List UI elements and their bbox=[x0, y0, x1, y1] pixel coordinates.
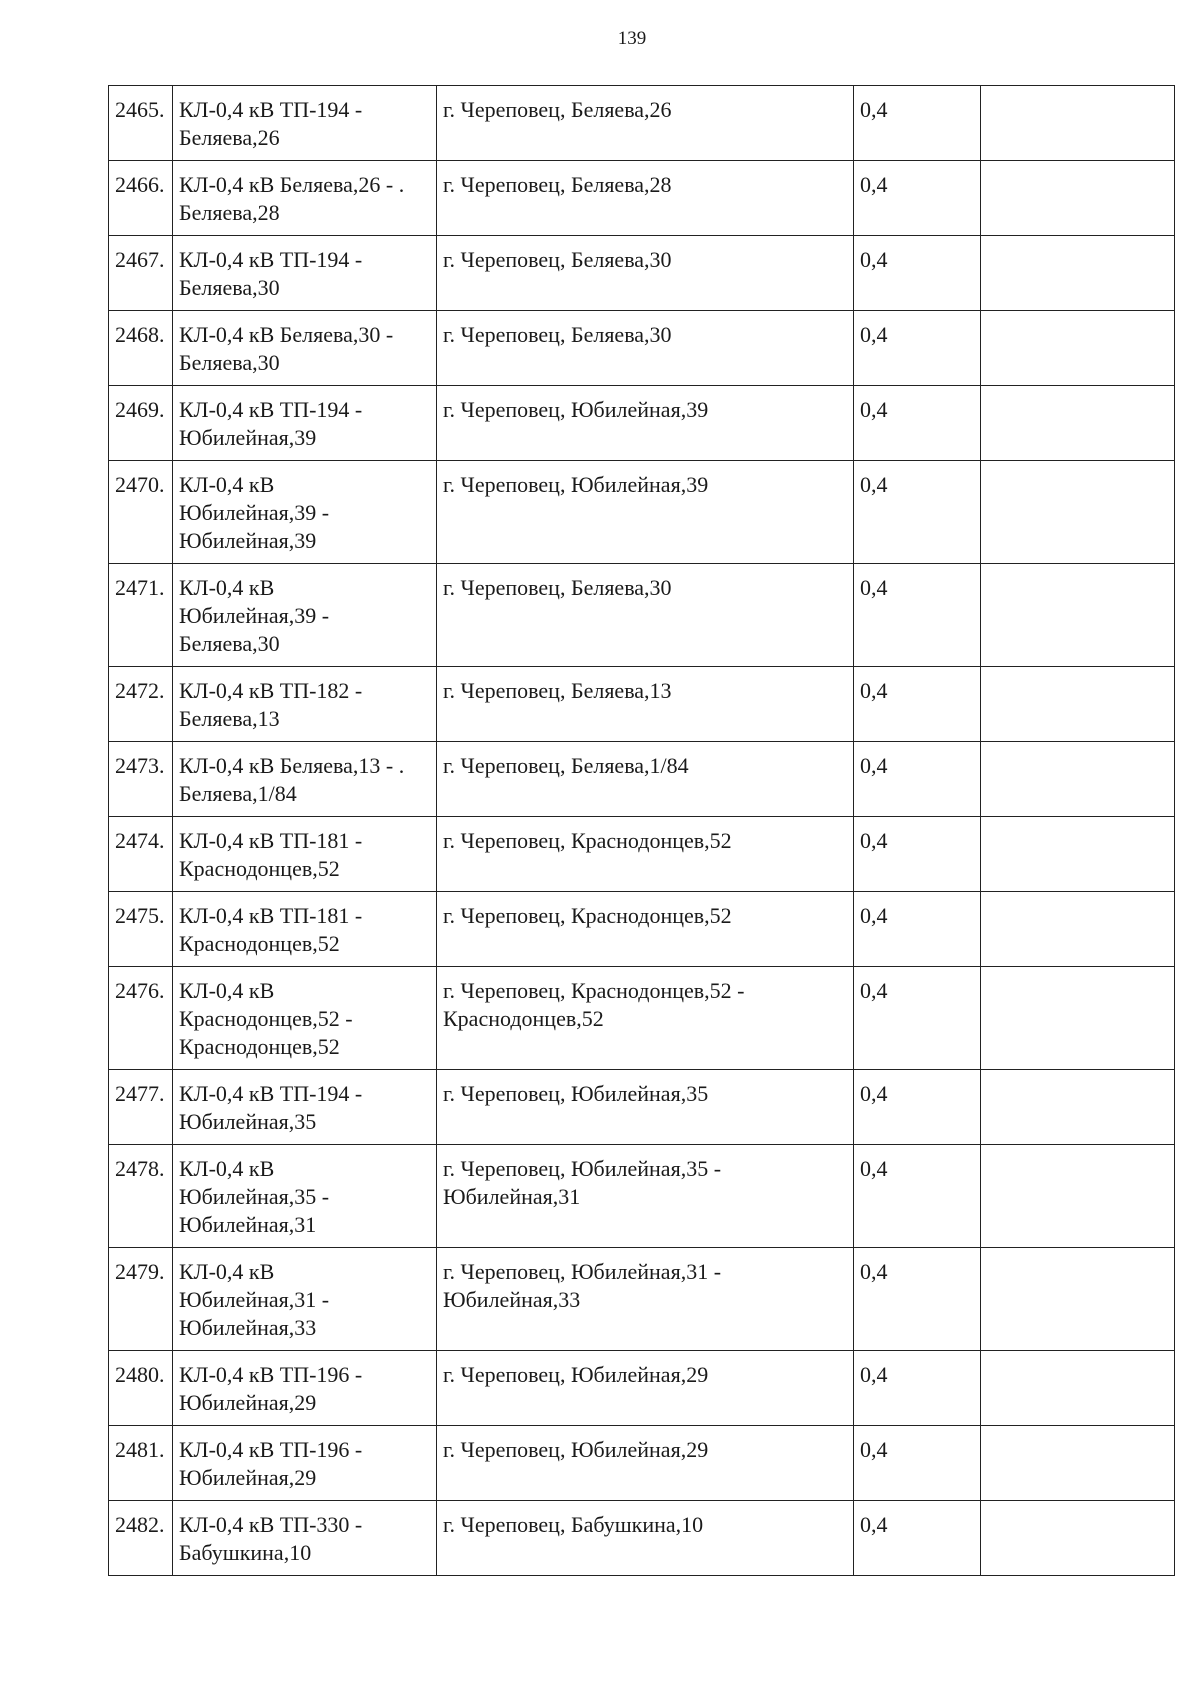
cable-line-name-line: Юбилейная,39 - bbox=[179, 603, 330, 628]
row-number: 2479. bbox=[109, 1248, 173, 1351]
cable-line-name-line: Беляева,30 bbox=[179, 275, 280, 300]
cable-line-name-line: Юбилейная,29 bbox=[179, 1465, 317, 1490]
voltage-value: 0,4 bbox=[854, 1426, 981, 1501]
voltage-value: 0,4 bbox=[854, 967, 981, 1070]
table-row bbox=[109, 236, 1175, 311]
voltage-value: 0,4 bbox=[854, 564, 981, 667]
cable-line-name-line: КЛ-0,4 кВ ТП-182 - bbox=[179, 678, 363, 703]
location-address bbox=[437, 742, 854, 817]
location-address bbox=[437, 1145, 854, 1248]
location-address-line: г. Череповец, Беляева,30 bbox=[443, 322, 672, 347]
cable-line-name-line: Беляева,26 bbox=[179, 125, 280, 150]
row-number: 2474. bbox=[109, 817, 173, 892]
cable-line-name-line: КЛ-0,4 кВ bbox=[179, 472, 275, 497]
row-number: 2471. bbox=[109, 564, 173, 667]
location-address-line: г. Череповец, Беляева,13 bbox=[443, 678, 672, 703]
cable-line-name bbox=[173, 86, 437, 161]
table-row bbox=[109, 1501, 1175, 1576]
cable-line-name-line: Юбилейная,39 bbox=[179, 425, 317, 450]
row-number: 2481. bbox=[109, 1426, 173, 1501]
cable-line-name-line: Юбилейная,35 - bbox=[179, 1184, 330, 1209]
location-address-line: Краснодонцев,52 bbox=[443, 1006, 604, 1031]
cable-line-name-line: КЛ-0,4 кВ ТП-194 - bbox=[179, 1081, 363, 1106]
row-number: 2473. bbox=[109, 742, 173, 817]
voltage-value: 0,4 bbox=[854, 236, 981, 311]
voltage-value: 0,4 bbox=[854, 161, 981, 236]
cable-line-name-line: Беляева,13 bbox=[179, 706, 280, 731]
cable-line-name bbox=[173, 1070, 437, 1145]
voltage-value: 0,4 bbox=[854, 817, 981, 892]
cable-line-name-line: Юбилейная,31 bbox=[179, 1212, 317, 1237]
cable-line-name bbox=[173, 311, 437, 386]
row-number: 2472. bbox=[109, 667, 173, 742]
page-number: 139 bbox=[617, 28, 647, 49]
cable-line-name-line: КЛ-0,4 кВ ТП-196 - bbox=[179, 1362, 363, 1387]
location-address-line: г. Череповец, Бабушкина,10 bbox=[443, 1512, 704, 1537]
location-address-line: г. Череповец, Юбилейная,39 bbox=[443, 397, 709, 422]
empty-cell bbox=[981, 967, 1175, 1070]
empty-cell bbox=[981, 461, 1175, 564]
location-address-line: г. Череповец, Юбилейная,29 bbox=[443, 1362, 709, 1387]
location-address bbox=[437, 1070, 854, 1145]
cable-line-name-line: КЛ-0,4 кВ ТП-330 - bbox=[179, 1512, 363, 1537]
location-address-line: г. Череповец, Беляева,28 bbox=[443, 172, 672, 197]
table-row bbox=[109, 461, 1175, 564]
cable-line-name bbox=[173, 742, 437, 817]
cable-line-name-line: Юбилейная,33 bbox=[179, 1315, 317, 1340]
cable-line-name bbox=[173, 1248, 437, 1351]
row-number: 2476. bbox=[109, 967, 173, 1070]
empty-cell bbox=[981, 161, 1175, 236]
cable-line-name-line: Краснодонцев,52 - bbox=[179, 1006, 353, 1031]
voltage-value: 0,4 bbox=[854, 667, 981, 742]
location-address-line: Юбилейная,31 bbox=[443, 1184, 581, 1209]
table-row bbox=[109, 667, 1175, 742]
cable-line-name-line: КЛ-0,4 кВ bbox=[179, 1259, 275, 1284]
cable-line-name-line: Бабушкина,10 bbox=[179, 1540, 312, 1565]
table-row bbox=[109, 86, 1175, 161]
empty-cell bbox=[981, 1351, 1175, 1426]
cable-line-name-line: Юбилейная,39 bbox=[179, 528, 317, 553]
row-number: 2475. bbox=[109, 892, 173, 967]
cable-line-name-line: КЛ-0,4 кВ ТП-194 - bbox=[179, 247, 363, 272]
row-number: 2482. bbox=[109, 1501, 173, 1576]
location-address-line: г. Череповец, Краснодонцев,52 bbox=[443, 903, 732, 928]
empty-cell bbox=[981, 1426, 1175, 1501]
row-number: 2470. bbox=[109, 461, 173, 564]
voltage-value: 0,4 bbox=[854, 86, 981, 161]
location-address bbox=[437, 386, 854, 461]
empty-cell bbox=[981, 817, 1175, 892]
empty-cell bbox=[981, 1145, 1175, 1248]
location-address bbox=[437, 817, 854, 892]
row-number: 2477. bbox=[109, 1070, 173, 1145]
location-address-line: г. Череповец, Беляева,30 bbox=[443, 575, 672, 600]
cable-line-name-line: Юбилейная,29 bbox=[179, 1390, 317, 1415]
empty-cell bbox=[981, 892, 1175, 967]
location-address-line: г. Череповец, Краснодонцев,52 - bbox=[443, 978, 745, 1003]
location-address-line: г. Череповец, Беляева,1/84 bbox=[443, 753, 689, 778]
location-address bbox=[437, 161, 854, 236]
cable-line-name bbox=[173, 1426, 437, 1501]
registry-table-body bbox=[109, 86, 1175, 1576]
voltage-value: 0,4 bbox=[854, 311, 981, 386]
cable-line-name-line: КЛ-0,4 кВ ТП-194 - bbox=[179, 397, 363, 422]
location-address-line: г. Череповец, Беляева,30 bbox=[443, 247, 672, 272]
table-row bbox=[109, 386, 1175, 461]
voltage-value: 0,4 bbox=[854, 1501, 981, 1576]
cable-line-name-line: КЛ-0,4 кВ ТП-181 - bbox=[179, 828, 363, 853]
row-number: 2468. bbox=[109, 311, 173, 386]
cable-line-name-line: КЛ-0,4 кВ Беляева,13 - . bbox=[179, 753, 405, 778]
registry-table bbox=[108, 85, 1175, 1576]
cable-line-name bbox=[173, 1501, 437, 1576]
location-address bbox=[437, 1248, 854, 1351]
empty-cell bbox=[981, 1501, 1175, 1576]
cable-line-name-line: Беляева,30 bbox=[179, 631, 280, 656]
location-address bbox=[437, 1351, 854, 1426]
location-address bbox=[437, 892, 854, 967]
cable-line-name-line: КЛ-0,4 кВ ТП-181 - bbox=[179, 903, 363, 928]
cable-line-name-line: Беляева,1/84 bbox=[179, 781, 297, 806]
table-row bbox=[109, 742, 1175, 817]
voltage-value: 0,4 bbox=[854, 1248, 981, 1351]
location-address bbox=[437, 667, 854, 742]
cable-line-name-line: КЛ-0,4 кВ bbox=[179, 1156, 275, 1181]
cable-line-name bbox=[173, 1351, 437, 1426]
row-number: 2465. bbox=[109, 86, 173, 161]
location-address bbox=[437, 967, 854, 1070]
table-row bbox=[109, 967, 1175, 1070]
table-row bbox=[109, 161, 1175, 236]
cable-line-name bbox=[173, 892, 437, 967]
cable-line-name-line: Краснодонцев,52 bbox=[179, 856, 340, 881]
location-address-line: г. Череповец, Юбилейная,35 - bbox=[443, 1156, 722, 1181]
table-row bbox=[109, 311, 1175, 386]
voltage-value: 0,4 bbox=[854, 386, 981, 461]
table-row bbox=[109, 1248, 1175, 1351]
voltage-value: 0,4 bbox=[854, 1070, 981, 1145]
cable-line-name-line: Юбилейная,31 - bbox=[179, 1287, 330, 1312]
row-number: 2469. bbox=[109, 386, 173, 461]
row-number: 2466. bbox=[109, 161, 173, 236]
location-address bbox=[437, 311, 854, 386]
location-address-line: г. Череповец, Беляева,26 bbox=[443, 97, 672, 122]
cable-line-name-line: КЛ-0,4 кВ ТП-196 - bbox=[179, 1437, 363, 1462]
cable-line-name-line: Юбилейная,35 bbox=[179, 1109, 317, 1134]
empty-cell bbox=[981, 311, 1175, 386]
cable-line-name bbox=[173, 386, 437, 461]
row-number: 2480. bbox=[109, 1351, 173, 1426]
cable-line-name-line: Юбилейная,39 - bbox=[179, 500, 330, 525]
table-row bbox=[109, 892, 1175, 967]
location-address bbox=[437, 461, 854, 564]
cable-line-name bbox=[173, 161, 437, 236]
location-address-line: г. Череповец, Юбилейная,29 bbox=[443, 1437, 709, 1462]
empty-cell bbox=[981, 236, 1175, 311]
empty-cell bbox=[981, 86, 1175, 161]
voltage-value: 0,4 bbox=[854, 742, 981, 817]
cable-line-name-line: КЛ-0,4 кВ bbox=[179, 978, 275, 1003]
voltage-value: 0,4 bbox=[854, 1351, 981, 1426]
cable-line-name bbox=[173, 667, 437, 742]
cable-line-name bbox=[173, 236, 437, 311]
cable-line-name-line: КЛ-0,4 кВ Беляева,26 - . bbox=[179, 172, 405, 197]
row-number: 2467. bbox=[109, 236, 173, 311]
voltage-value: 0,4 bbox=[854, 461, 981, 564]
table-row bbox=[109, 1351, 1175, 1426]
table-row bbox=[109, 564, 1175, 667]
location-address bbox=[437, 236, 854, 311]
location-address-line: Юбилейная,33 bbox=[443, 1287, 581, 1312]
empty-cell bbox=[981, 1248, 1175, 1351]
table-row bbox=[109, 817, 1175, 892]
empty-cell bbox=[981, 1070, 1175, 1145]
voltage-value: 0,4 bbox=[854, 1145, 981, 1248]
cable-line-name bbox=[173, 564, 437, 667]
cable-line-name-line: Краснодонцев,52 bbox=[179, 931, 340, 956]
location-address-line: г. Череповец, Юбилейная,39 bbox=[443, 472, 709, 497]
voltage-value: 0,4 bbox=[854, 892, 981, 967]
cable-line-name bbox=[173, 817, 437, 892]
table-row bbox=[109, 1070, 1175, 1145]
empty-cell bbox=[981, 564, 1175, 667]
row-number: 2478. bbox=[109, 1145, 173, 1248]
location-address-line: г. Череповец, Юбилейная,35 bbox=[443, 1081, 709, 1106]
location-address bbox=[437, 86, 854, 161]
location-address-line: г. Череповец, Юбилейная,31 - bbox=[443, 1259, 722, 1284]
cable-line-name-line: Беляева,30 bbox=[179, 350, 280, 375]
cable-line-name-line: Краснодонцев,52 bbox=[179, 1034, 340, 1059]
location-address bbox=[437, 1501, 854, 1576]
location-address bbox=[437, 564, 854, 667]
cable-line-name bbox=[173, 967, 437, 1070]
location-address bbox=[437, 1426, 854, 1501]
cable-line-name bbox=[173, 461, 437, 564]
location-address-line: г. Череповец, Краснодонцев,52 bbox=[443, 828, 732, 853]
cable-line-name-line: КЛ-0,4 кВ Беляева,30 - bbox=[179, 322, 394, 347]
empty-cell bbox=[981, 667, 1175, 742]
cable-line-name bbox=[173, 1145, 437, 1248]
cable-line-name-line: Беляева,28 bbox=[179, 200, 280, 225]
cable-line-name-line: КЛ-0,4 кВ ТП-194 - bbox=[179, 97, 363, 122]
table-row bbox=[109, 1426, 1175, 1501]
empty-cell bbox=[981, 742, 1175, 817]
empty-cell bbox=[981, 386, 1175, 461]
table-row bbox=[109, 1145, 1175, 1248]
cable-line-name-line: КЛ-0,4 кВ bbox=[179, 575, 275, 600]
